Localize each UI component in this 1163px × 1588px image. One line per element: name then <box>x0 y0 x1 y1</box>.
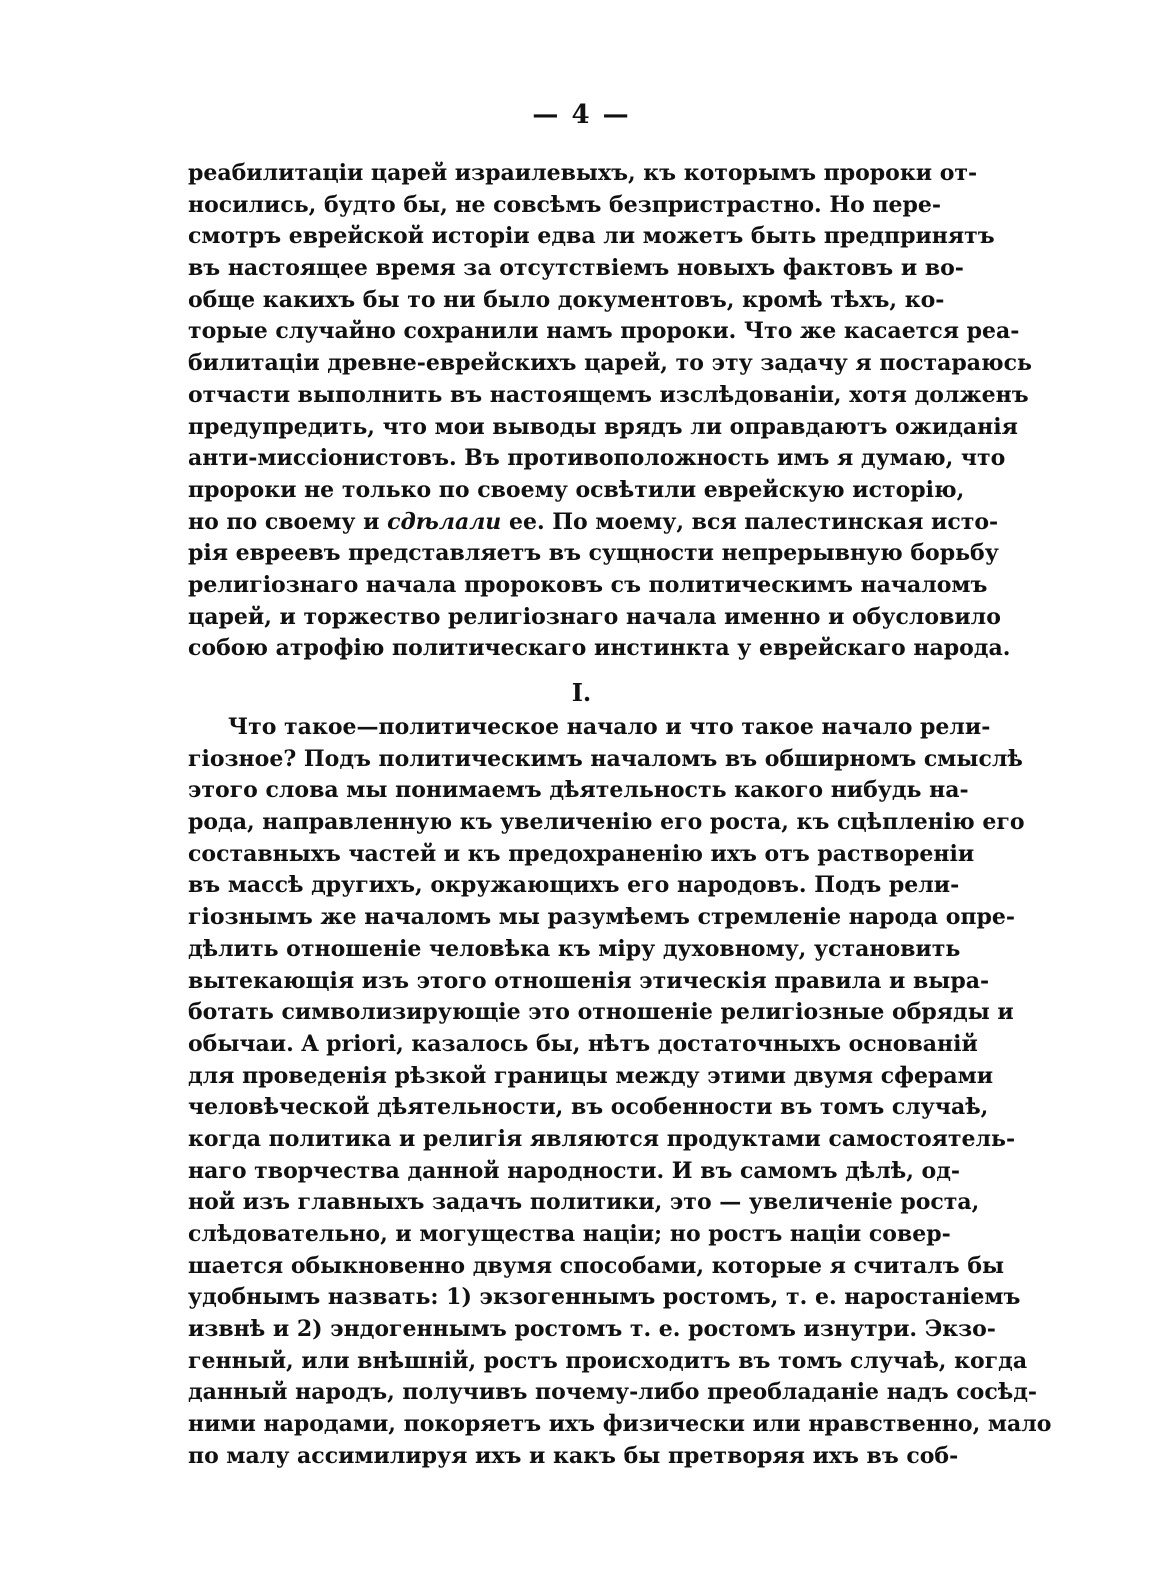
text-line: собою атрофію политическаго инстинкта у еврейскаго народа. <box>188 635 1011 662</box>
text-line: въ настоящее время за отсутствіемъ новыхъ фактовъ и во- <box>188 255 964 282</box>
text-line: реабилитаціи царей израилевыхъ, къ которымъ пророки от- <box>188 160 978 186</box>
text-line: обще какихъ бы то ни было документовъ, кромѣ тѣхъ, ко- <box>188 286 945 313</box>
text-line: рія евреевъ представляетъ въ сущности непрерывную борьбу <box>188 540 999 567</box>
text-line: дѣлить отношеніе человѣка къ міру духовному, установить <box>188 935 961 962</box>
text-line: составныхъ частей и къ предохраненію ихъ отъ раствореніи <box>188 840 975 867</box>
text-line: ботать символизирующіе это отношеніе религіозные обряды и <box>188 999 1014 1026</box>
text-line: для проведенія рѣзкой границы между этими двумя сферами <box>188 1062 994 1089</box>
italic-word: сдѣлали <box>387 508 502 535</box>
text-line-with-italic <box>188 507 999 539</box>
text-line: анти-миссіонистовъ. Въ противоположность имъ я думаю, что <box>188 445 1006 472</box>
text-line: по малу ассимилируя ихъ и какъ бы претворяя ихъ въ соб- <box>188 1442 959 1469</box>
text-line: пророки не только по своему освѣтили еврейскую исторію, <box>188 476 965 503</box>
text-line: ними народами, покоряетъ ихъ физически или нравственно, мало <box>188 1411 1052 1438</box>
text-line: извнѣ и 2) эндогеннымъ ростомъ т. е. ростомъ изнутри. Экзо- <box>188 1316 996 1343</box>
text-line: предупредить, что мои выводы врядъ ли оправдаютъ ожиданія <box>188 413 1018 440</box>
text-line: этого слова мы понимаемъ дѣятельность какого нибудь на- <box>188 777 969 804</box>
text-line: человѣческой дѣятельности, въ особенности въ томъ случаѣ, <box>188 1094 989 1121</box>
text-line: Что такое—политическое начало и что такое начало рели- <box>228 714 991 740</box>
text-line: наго творчества данной народности. И въ самомъ дѣлѣ, од- <box>188 1157 961 1184</box>
text-run: но по своему и <box>188 508 388 535</box>
text-line: торые случайно сохранили намъ пророки. Что же касается реа- <box>188 318 1020 345</box>
text-line: обычаи. A priori, казалось бы, нѣтъ достаточныхъ основаній <box>188 1030 978 1057</box>
section-heading: I. <box>571 678 592 707</box>
text-line: гіознымъ же началомъ мы разумѣемъ стремленіе народа опре- <box>188 904 1015 931</box>
paragraph-2 <box>188 712 1052 1473</box>
paragraph-1 <box>188 158 1032 665</box>
text-line: въ массѣ другихъ, окружающихъ его народовъ. Подъ рели- <box>188 872 960 899</box>
text-line: ной изъ главныхъ задачъ политики, это — увеличеніе роста, <box>188 1189 980 1216</box>
text-line: слѣдовательно, и могущества націи; но ростъ націи совер- <box>188 1221 951 1247</box>
text-line: данный народъ, получивъ почему-либо преобладаніе надъ сосѣд- <box>188 1379 1037 1406</box>
text-line: когда политика и религія являются продуктами самостоятель- <box>188 1125 1016 1152</box>
text-line: носились, будто бы, не совсѣмъ безпристрастно. Но пере- <box>188 191 942 218</box>
text-line: отчасти выполнить въ настоящемъ изслѣдованіи, хотя долженъ <box>188 381 1029 408</box>
text-line: удобнымъ назвать: 1) экзогеннымъ ростомъ, т. е. наростаніемъ <box>188 1284 1021 1311</box>
text-line: шается обыкновенно двумя способами, которые я считалъ бы <box>188 1252 1005 1279</box>
page-number: — 4 — <box>532 100 631 130</box>
text-run: ее. По моему, вся палестинская исто- <box>501 508 999 535</box>
text-line: билитаціи древне-еврейскихъ царей, то эту задачу я постараюсь <box>188 350 1032 377</box>
text-line: рода, направленную къ увеличенію его роста, къ сцѣпленію его <box>188 809 1025 836</box>
text-line: вытекающія изъ этого отношенія этическія правила и выра- <box>188 967 990 994</box>
text-line: генный, или внѣшній, ростъ происходитъ въ томъ случаѣ, когда <box>188 1347 1028 1374</box>
text-line: смотръ еврейской исторіи едва ли можетъ быть предпринятъ <box>188 223 995 250</box>
text-line: гіозное? Подъ политическимъ началомъ въ обширномъ смыслѣ <box>188 745 1023 772</box>
text-line: религіознаго начала пророковъ съ политическимъ началомъ <box>188 571 988 598</box>
text-line: царей, и торжество религіознаго начала именно и обусловило <box>188 603 1001 630</box>
